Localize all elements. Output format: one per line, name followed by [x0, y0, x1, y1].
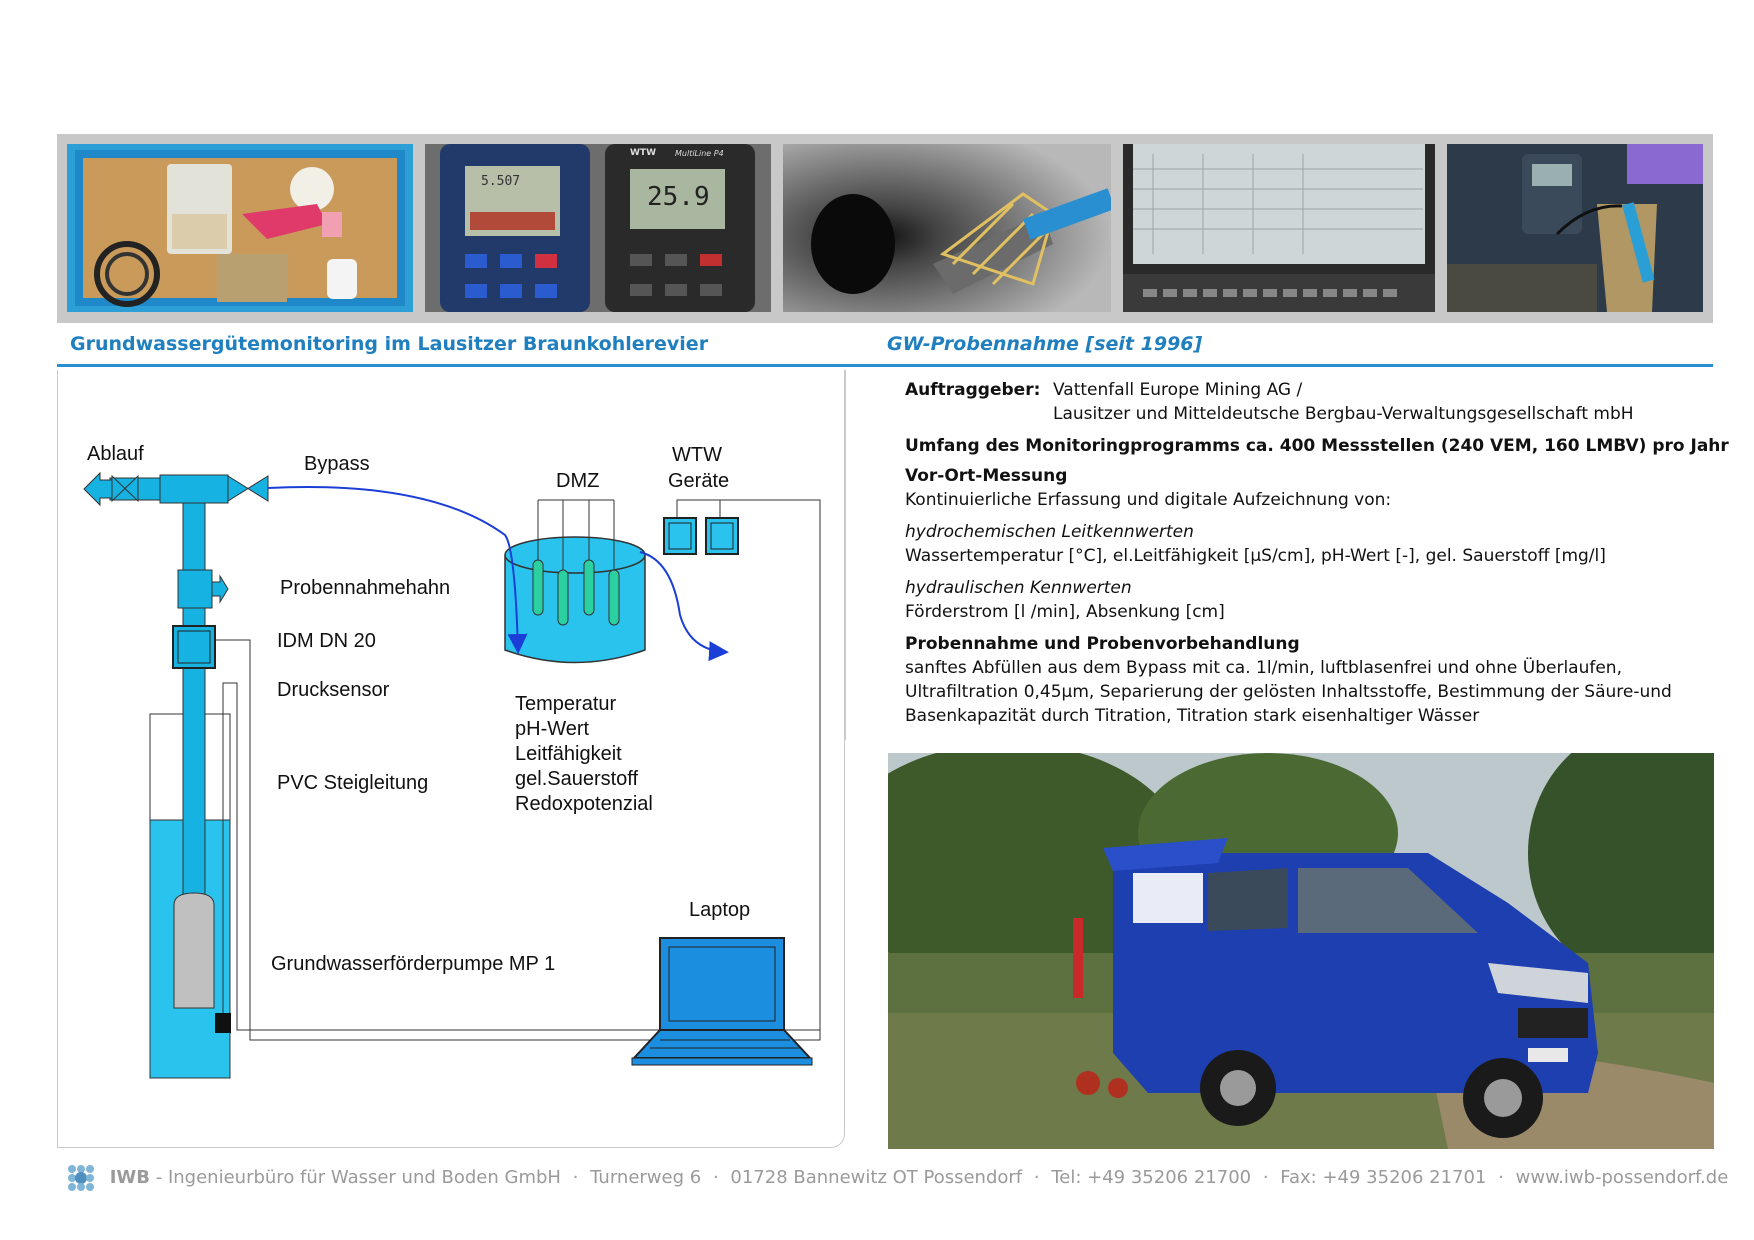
photo-laptop-screen — [1123, 144, 1435, 312]
outlet-arrow — [84, 473, 112, 505]
footer-separator: · — [1498, 1167, 1504, 1188]
hydrochem-heading: hydrochemischen Leitkennwerten — [905, 522, 1194, 542]
hydrochem-text: Wassertemperatur [°C], el.Leitfähigkeit [µS/cm], pH-Wert [-], gel. Sauerstoff [mg/l] — [905, 546, 1606, 566]
sampling-line: Ultrafiltration 0,45µm, Separierung der gelösten Inhaltsstoffe, Bestimmung der Säure-und — [905, 682, 1672, 702]
client-label: Auftraggeber: — [905, 380, 1041, 400]
label-bypass: Bypass — [304, 453, 370, 475]
scope-text: Umfang des Monitoringprogramms ca. 400 Messstellen (240 VEM, 160 LMBV) pro Jahr — [905, 436, 1729, 456]
label-laptop: Laptop — [689, 899, 751, 921]
dmz-vessel-rim — [505, 537, 645, 573]
label-geraete: Geräte — [668, 470, 730, 492]
hydraulic-heading: hydraulischen Kennwerten — [905, 578, 1132, 598]
footer-web-link[interactable]: www.iwb-possendorf.de — [1515, 1167, 1729, 1188]
hydraulic-text: Förderstrom [l /min], Absenkung [cm] — [905, 602, 1225, 622]
label-wtw: WTW — [672, 444, 722, 466]
sampling-line: Basenkapazität durch Titration, Titration stark eisenhaltiger Wässer — [905, 706, 1480, 726]
section-title-left: Grundwassergütemonitoring im Lausitzer Braunkohlerevier — [70, 333, 709, 355]
section-title-right: GW-Probennahme [seit 1996] — [887, 333, 1203, 355]
cable-instruments — [677, 500, 820, 1006]
pump-body — [174, 893, 214, 1008]
meter2-brand: WTW — [630, 148, 656, 158]
footer-separator: · — [712, 1167, 719, 1188]
riser-pipe — [183, 500, 205, 915]
footer-separator: · — [1262, 1167, 1269, 1188]
bypass-flow-line — [268, 487, 518, 650]
parameter-item: Temperatur — [515, 693, 617, 715]
onsite-text: Kontinuierliche Erfassung und digitale Aufzeichnung von: — [905, 490, 1392, 510]
sampling-tap-arrow — [212, 576, 228, 602]
footer-fax: Fax: +49 35206 21701 — [1280, 1167, 1487, 1188]
photo-sampling-van — [888, 753, 1714, 1149]
onsite-heading: Vor-Ort-Messung — [905, 466, 1068, 486]
valve-right — [228, 476, 268, 501]
parameter-list — [515, 692, 653, 817]
meter1-display-value: 5.507 — [481, 174, 521, 189]
parameter-item: pH-Wert — [515, 718, 590, 740]
meter2-model: MultiLine P4 — [675, 149, 724, 158]
footer-city: 01728 Bannewitz OT Possendorf — [730, 1167, 1023, 1188]
sampling-tap — [178, 570, 212, 608]
footer-brand: IWB — [109, 1167, 151, 1188]
laptop-keyboard — [634, 1030, 810, 1058]
client-line1: Vattenfall Europe Mining AG / — [1053, 380, 1303, 400]
parameter-item: gel.Sauerstoff — [515, 768, 639, 790]
label-idm: IDM DN 20 — [277, 630, 376, 652]
overflow-flow-line — [640, 552, 725, 652]
footer-street: Turnerweg 6 — [590, 1167, 702, 1188]
parameter-item: Leitfähigkeit — [515, 743, 622, 765]
label-pumpe: Grundwasserförderpumpe MP 1 — [271, 953, 556, 975]
footer-separator: · — [572, 1167, 579, 1188]
pressure-sensor-probe — [215, 1013, 231, 1033]
footer-separator: · — [1033, 1167, 1040, 1188]
info-panel — [905, 374, 1729, 728]
sampling-heading: Probennahme und Probenvorbehandlung — [905, 634, 1300, 654]
tee-connector — [160, 475, 228, 503]
footer-tel: Tel: +49 35206 21700 — [1051, 1167, 1252, 1188]
meter2-display-value: 25.9 — [647, 182, 710, 212]
client-line2: Lausitzer und Mitteldeutsche Bergbau-Verwaltungsgesellschaft mbH — [1053, 404, 1634, 424]
label-drucksensor: Drucksensor — [277, 679, 390, 701]
photo-meter-beaker — [1447, 144, 1703, 312]
parameter-item: Redoxpotenzial — [515, 793, 653, 815]
label-probennahmehahn: Probennahmehahn — [280, 577, 451, 599]
footer — [66, 1163, 1729, 1193]
label-dmz: DMZ — [556, 470, 600, 492]
idm-flowmeter — [173, 626, 215, 668]
label-pvc: PVC Steigleitung — [277, 772, 429, 794]
iwb-logo-icon — [66, 1163, 96, 1193]
label-ablauf: Ablauf — [87, 443, 144, 465]
sampling-line: sanftes Abfüllen aus dem Bypass mit ca. 1l/min, luftblasenfrei und ohne Überlaufen, — [905, 658, 1622, 678]
footer-company: - Ingenieurbüro für Wasser und Boden GmbH — [155, 1167, 561, 1188]
